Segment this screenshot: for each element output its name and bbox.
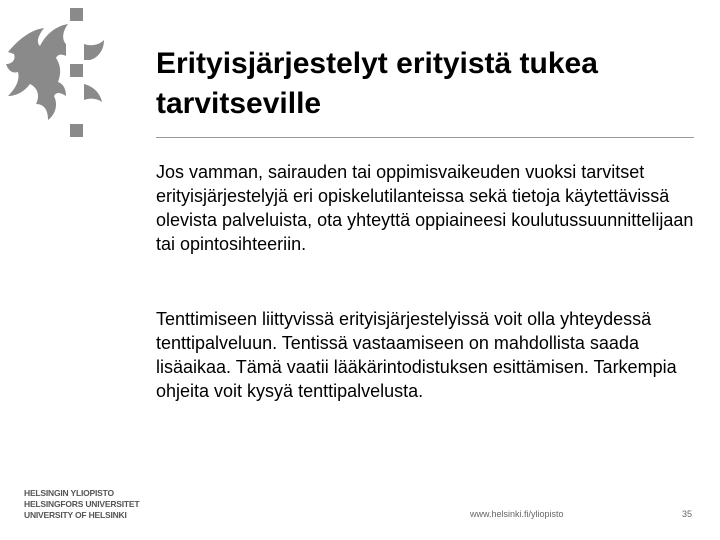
slide-title: Erityisjärjestelyt erityistä tukea tarvitseville (156, 47, 598, 120)
university-wordmark (24, 488, 139, 521)
paragraph-special-arrangements: Jos vamman, sairauden tai oppimisvaikeuden vuoksi tarvitset erityisjärjestelyjä eri opiskelutilanteissa sekä tietoja käytettävissä olevista palveluista, ota yhteyttä oppiaineesi koulutussuunnittelijaan tai opintosihteeriin. (156, 162, 694, 254)
university-name-fi: HELSINGIN YLIOPISTO (24, 488, 114, 498)
university-name-en: UNIVERSITY OF HELSINKI (24, 510, 127, 520)
title-divider (156, 137, 694, 138)
footer-url: www.helsinki.fi/yliopisto (470, 509, 564, 519)
paragraph-exam-arrangements: Tenttimiseen liittyvissä erityisjärjestelyissä voit olla yhteydessä tenttipalveluun. Tentissä vastaamiseen on mahdollista saada lisäaikaa. Tämä vaatii lääkärintodistuksen esittämisen. Tarkempia ohjeita voit kysyä tenttipalvelusta. (156, 309, 677, 401)
page-number: 35 (682, 509, 693, 519)
helsinki-flame-logo-icon (0, 0, 120, 150)
university-name-sv: HELSINGFORS UNIVERSITET (24, 499, 140, 509)
